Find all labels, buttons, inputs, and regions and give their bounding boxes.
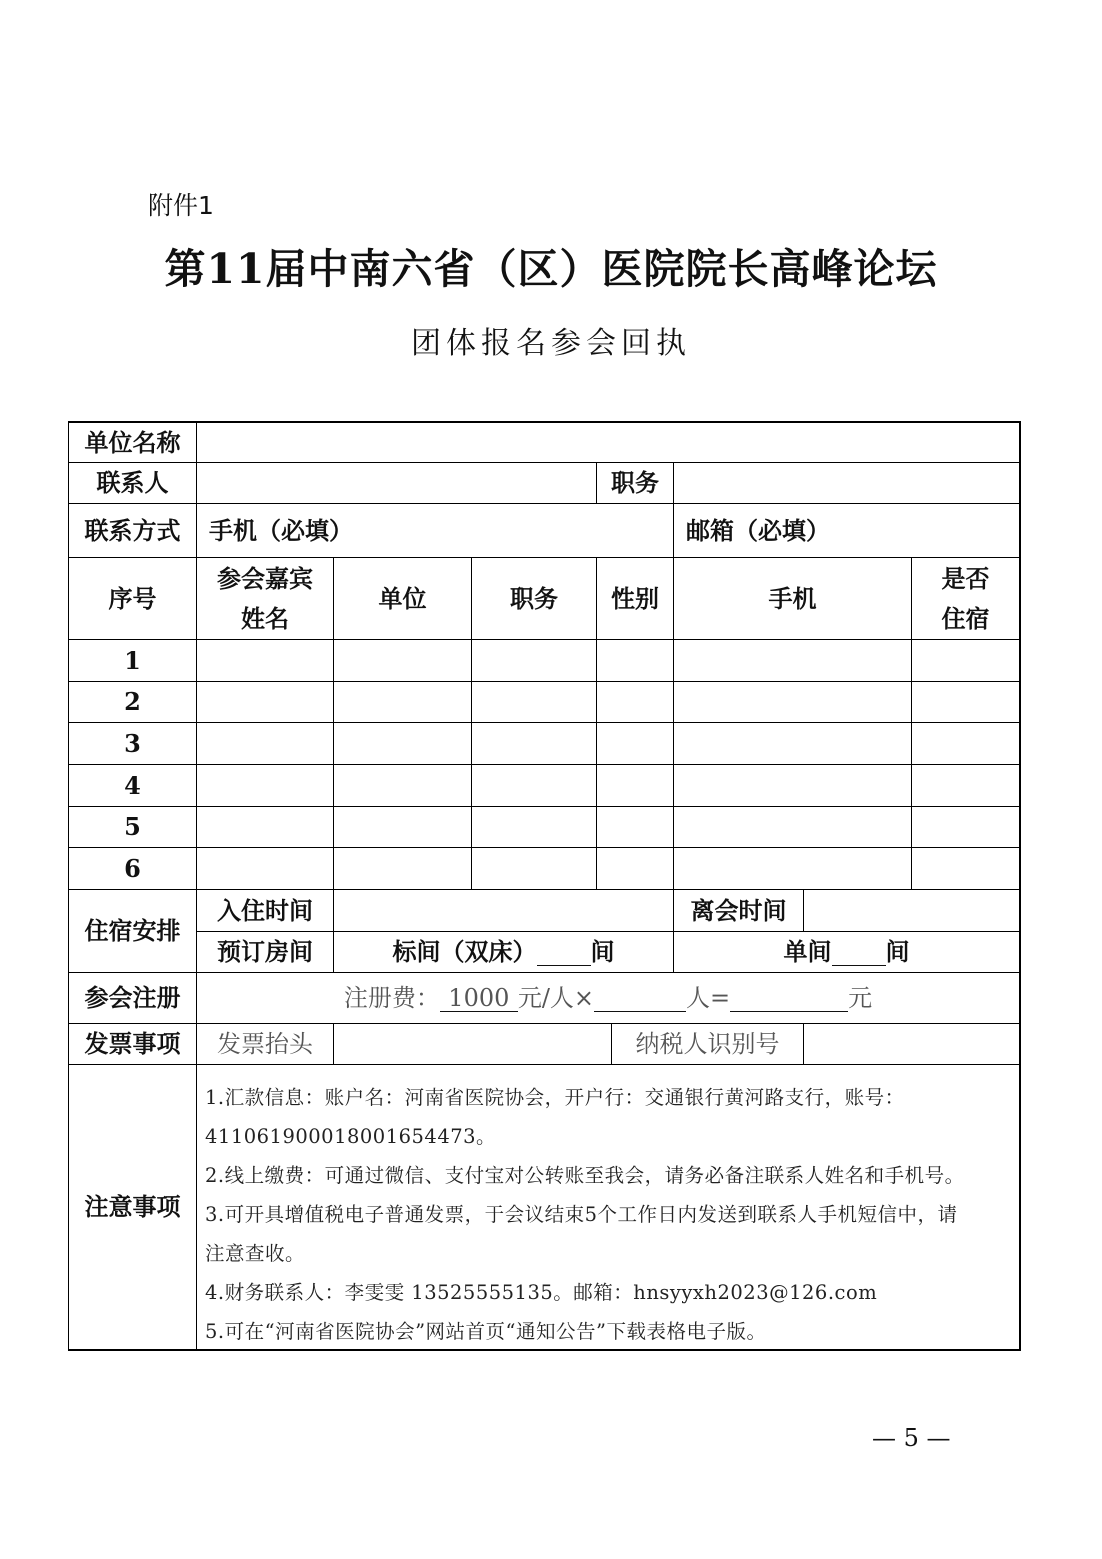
attachment-label: 附件1 xyxy=(148,191,214,220)
contact-position-field[interactable] xyxy=(674,463,1019,503)
header-mobile: 手机 xyxy=(768,583,817,613)
grid-line xyxy=(68,722,1021,723)
document-title: 第11届中南六省（区）医院院长高峰论坛 xyxy=(164,245,938,293)
note-line: 411061900018001654473。 xyxy=(205,1125,497,1148)
checkout-time-field[interactable] xyxy=(804,890,1019,931)
notes-content xyxy=(205,1078,1013,1351)
notes-label: 注意事项 xyxy=(84,1192,181,1221)
header-lodging-line2: 住宿 xyxy=(941,603,990,633)
header-guest-name xyxy=(197,558,333,639)
row-number: 3 xyxy=(124,728,141,758)
unit-name-label: 单位名称 xyxy=(84,427,181,457)
unit-name-field[interactable] xyxy=(197,423,1019,462)
invoice-title-field[interactable] xyxy=(334,1024,611,1064)
invoice-title-label: 发票抬头 xyxy=(217,1030,313,1058)
header-position: 职务 xyxy=(510,583,558,613)
registration-fee-amount: 1000 xyxy=(440,985,518,1012)
attendee-count-blank[interactable] xyxy=(594,985,686,1012)
grid-line xyxy=(68,806,1021,807)
single-room-field[interactable] xyxy=(674,932,1019,972)
contact-person-label: 联系人 xyxy=(96,468,169,497)
note-line: 4.财务联系人：李雯雯 13525555135。邮箱：hnsyyxh2023@126.com xyxy=(205,1281,878,1304)
grid-line xyxy=(68,847,1021,848)
header-lodging xyxy=(912,558,1019,639)
grid-line xyxy=(68,764,1021,765)
note-line: 2.线上缴费：可通过微信、支付宝对公转账至我会，请务必备注联系人姓名和手机号。 xyxy=(205,1164,965,1187)
checkin-time-field[interactable] xyxy=(334,890,673,931)
note-line: 1.汇款信息：账户名：河南省医院协会，开户行：交通银行黄河路支行，账号： xyxy=(205,1086,905,1109)
row-number: 6 xyxy=(124,853,141,883)
single-room-count-blank[interactable] xyxy=(832,939,886,966)
header-seq: 序号 xyxy=(108,583,157,613)
grid-line xyxy=(68,681,1021,682)
attendee-count-unit: 人= xyxy=(686,984,731,1012)
note-line: 3.可开具增值税电子普通发票，于会议结束5个工作日内发送到联系人手机短信中，请 xyxy=(205,1203,958,1226)
contact-method-label: 联系方式 xyxy=(84,515,181,545)
twin-room-unit: 间 xyxy=(590,937,615,966)
contact-position-label: 职务 xyxy=(611,468,659,497)
header-unit: 单位 xyxy=(378,583,427,613)
mobile-required-field[interactable]: 手机（必填） xyxy=(209,515,353,545)
total-amount-unit: 元 xyxy=(848,984,873,1012)
twin-room-label: 标间（双床） xyxy=(392,937,537,966)
grid-line xyxy=(1019,421,1021,1351)
checkin-time-label: 入住时间 xyxy=(217,895,313,925)
contact-person-field[interactable] xyxy=(197,463,596,503)
tax-id-label: 纳税人识别号 xyxy=(635,1030,780,1058)
row-number: 5 xyxy=(124,812,141,841)
email-required-field[interactable]: 邮箱（必填） xyxy=(686,515,830,545)
registration-label: 参会注册 xyxy=(84,983,181,1012)
registration-fee-label: 注册费： xyxy=(343,984,440,1012)
note-line: 5.可在“河南省医院协会”网站首页“通知公告”下载表格电子版。 xyxy=(205,1320,767,1343)
row-number: 4 xyxy=(124,770,141,800)
twin-room-field[interactable] xyxy=(334,932,673,972)
total-amount-blank[interactable] xyxy=(730,985,848,1012)
accommodation-label: 住宿安排 xyxy=(84,916,181,945)
single-room-unit: 间 xyxy=(885,937,910,966)
header-guest-name-line1: 参会嘉宾 xyxy=(217,563,313,593)
registration-fee-row xyxy=(197,973,1019,1023)
twin-room-count-blank[interactable] xyxy=(537,939,591,966)
header-guest-name-line2: 姓名 xyxy=(241,603,289,633)
invoice-label: 发票事项 xyxy=(84,1029,181,1058)
registration-fee-unit: 元/人× xyxy=(517,984,595,1012)
grid-line xyxy=(68,639,1021,640)
grid-line xyxy=(68,1064,1021,1065)
tax-id-field[interactable] xyxy=(804,1024,1019,1064)
document-subtitle: 团体报名参会回执 xyxy=(411,326,691,361)
row-number: 2 xyxy=(124,687,141,716)
note-line: 注意查收。 xyxy=(205,1242,306,1265)
header-lodging-line1: 是否 xyxy=(941,563,990,593)
page-number: — 5 — xyxy=(872,1424,951,1452)
row-number: 1 xyxy=(124,646,141,675)
header-gender: 性别 xyxy=(611,583,659,613)
room-booking-label: 预订房间 xyxy=(217,937,313,966)
single-room-label: 单间 xyxy=(783,937,832,966)
checkout-time-label: 离会时间 xyxy=(690,895,787,925)
